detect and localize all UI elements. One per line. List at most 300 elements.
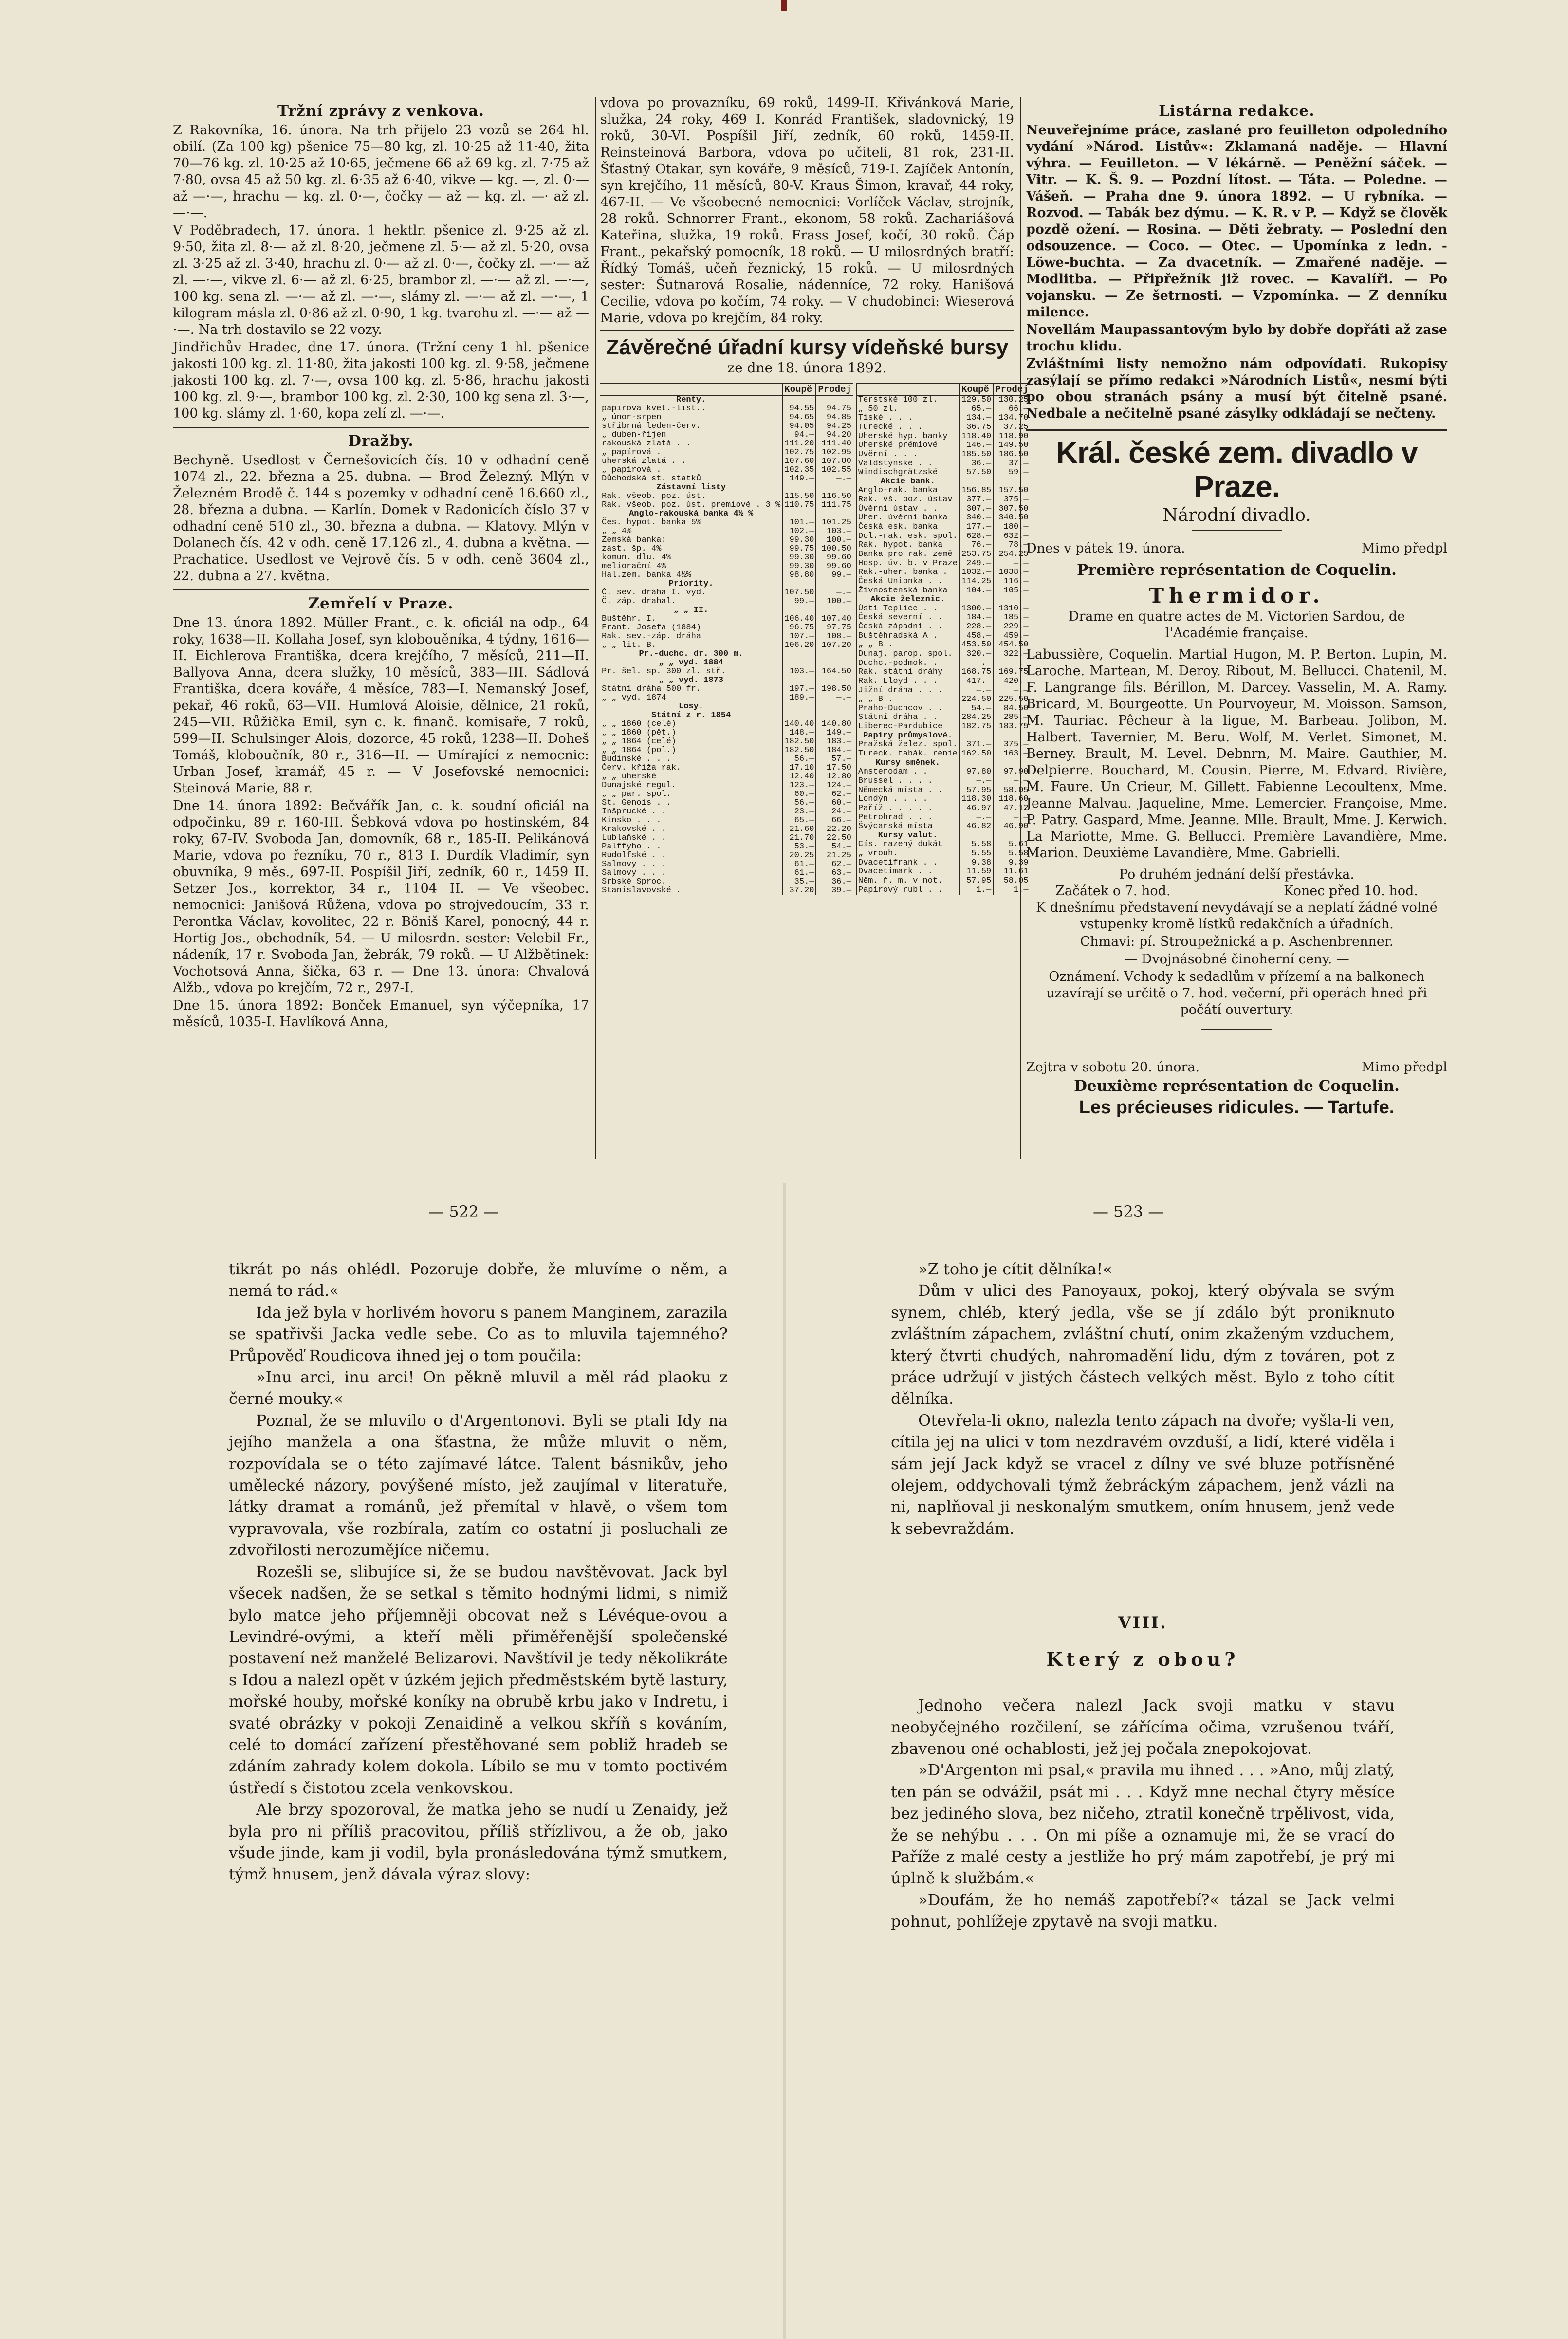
bourse-row — [600, 562, 853, 571]
play-genre: Drame en quatre actes de M. Victorien Sardou, de l'Académie française. — [1068, 609, 1405, 641]
bourse-label: Terstské 100 zl. — [858, 395, 938, 405]
bourse-label: Něm. ř. m. v not. — [858, 876, 943, 885]
bourse-buy — [782, 483, 816, 492]
bourse-row — [600, 457, 853, 466]
bourse-sell: 124.— — [816, 781, 852, 790]
bourse-buy: 61.— — [782, 860, 816, 869]
bourse-row — [600, 606, 853, 615]
bourse-label: Kinsko . . . — [602, 816, 662, 825]
bourse-label: Jižní dráha . . . — [858, 685, 943, 695]
bourse-label: Dunajské regul. — [602, 781, 677, 790]
bourse-buy: 114.25 — [959, 577, 993, 587]
bourse-row — [856, 478, 1030, 487]
bourse-sell: 116.— — [993, 577, 1030, 587]
bourse-label: Priority. — [668, 579, 714, 589]
second-performance: Deuxième représentation de Coquelin. — [1074, 1077, 1400, 1095]
bourse-row — [856, 777, 1030, 786]
bourse-buy: 1300.— — [959, 605, 993, 614]
bourse-buy: 35.— — [782, 878, 816, 886]
bourse-label: Kursy směnek. — [875, 758, 941, 768]
tomorrow-row — [1026, 1059, 1447, 1076]
bourse-sell: 111.75 — [816, 501, 852, 510]
bourse-row — [600, 746, 853, 755]
bourse-sell: 62.— — [816, 790, 852, 799]
col-prodej: Prodej — [816, 384, 852, 395]
bourse-label: Renty. — [676, 395, 706, 405]
bourse-row — [856, 840, 1030, 849]
bourse-row — [600, 405, 853, 413]
bourse-sell: 107.80 — [816, 457, 852, 466]
bourse-sell: 111.40 — [816, 440, 852, 448]
bourse-label: Česká západní . . — [858, 622, 943, 632]
bourse-label: Rak. hypot. banka — [858, 540, 943, 550]
bourse-label: Petrohrad . . . — [858, 812, 933, 822]
bourse-row — [600, 808, 853, 816]
bourse-buy — [782, 510, 816, 518]
bourse-row — [856, 641, 1030, 650]
chapter-title: Který z obou? — [1046, 1648, 1239, 1670]
bourse-buy: 106.20 — [782, 641, 816, 650]
right-column — [1026, 100, 1447, 1119]
bourse-row — [600, 589, 853, 597]
price-note: — Dvojnásobné činoherní ceny. — — [1124, 952, 1349, 967]
bourse-row — [856, 577, 1030, 587]
bourse-buy: 21.60 — [782, 825, 816, 834]
bourse-sell: 62.— — [816, 860, 852, 869]
bourse-row — [856, 559, 1030, 569]
bourse-row — [856, 450, 1030, 460]
bourse-buy: 102.35 — [782, 466, 816, 475]
bourse-label: Č. záp. drahal. — [602, 597, 677, 606]
theatre-subscription: Mimo předpl — [1361, 541, 1447, 556]
bourse-label: „ únor-srpen — [602, 413, 662, 422]
bourse-sell: 63.— — [816, 869, 852, 878]
bourse-sell: 140.80 — [816, 720, 852, 729]
market-title: Tržní zprávy z venkova. — [277, 102, 485, 120]
bourse-row — [600, 685, 853, 694]
bourse-buy: 46.82 — [959, 822, 993, 831]
bourse-label: Státní z r. 1854 — [651, 711, 731, 720]
bourse-buy: 46.97 — [959, 804, 993, 813]
play-title: Thermidor. — [1148, 584, 1325, 608]
bourse-label: Buštěhradská A . — [858, 631, 938, 641]
bourse-buy — [782, 702, 816, 711]
bourse-buy: 5.58 — [959, 840, 993, 849]
middle-column — [600, 95, 1029, 895]
bourse-label: Česká esk. banka — [858, 522, 938, 532]
bourse-row — [600, 527, 853, 536]
bourse-sell: 459.— — [993, 632, 1030, 641]
theatre-subtitle: Národní divadlo. — [1162, 505, 1311, 525]
bourse-buy: 36.— — [959, 460, 993, 469]
bourse-buy: 417.— — [959, 677, 993, 686]
bourse-buy: 23.— — [782, 808, 816, 816]
bourse-label: Krakovské . . — [602, 825, 666, 834]
bourse-buy: 184.— — [959, 613, 993, 623]
bourse-sell: 183.— — [816, 737, 852, 746]
page-number-left: — 522 — — [428, 1202, 499, 1221]
bourse-row — [856, 523, 1030, 532]
bourse-sell: 99.60 — [816, 553, 852, 562]
bourse-buy: 146.— — [959, 441, 993, 450]
bourse-buy: —.— — [959, 659, 993, 668]
bourse-row — [600, 773, 853, 781]
bourse-buy: 453.50 — [959, 641, 993, 650]
bourse-sell: 134.70 — [993, 414, 1030, 423]
divider — [600, 330, 1014, 331]
bourse-label: Dvacetimark . . — [858, 867, 933, 877]
bourse-row — [856, 750, 1030, 759]
bourse-buy: 156.85 — [959, 486, 993, 496]
bourse-label: Duchc.-podmok. . — [858, 658, 938, 668]
bourse-row — [856, 613, 1030, 623]
bourse-row — [856, 541, 1030, 550]
bourse-sell: 22.20 — [816, 825, 852, 834]
bourse-label: „ „ 1860 (celé) — [602, 719, 677, 729]
center-fold — [783, 1183, 786, 2339]
bourse-sell — [816, 650, 852, 659]
bourse-sell — [816, 711, 852, 720]
bourse-row — [600, 825, 853, 834]
bourse-buy: 110.75 — [782, 501, 816, 510]
bourse-row — [856, 468, 1030, 478]
tomorrow-date: Zejtra v sobotu 20. února. — [1026, 1060, 1199, 1075]
bourse-buy: 185.50 — [959, 450, 993, 460]
bourse-sell: 632.— — [993, 532, 1030, 541]
bourse-label: Palffyho . . — [602, 842, 662, 851]
bourse-sell: 9.39 — [993, 859, 1030, 868]
bourse-label: Paříž . . . . . — [858, 803, 933, 813]
bourse-sell: —.— — [816, 475, 852, 483]
bourse-label: „ „ II. — [673, 606, 709, 615]
bourse-label: „ „ vyd. 1884 — [659, 658, 723, 667]
story-paragraph: Jednoho večera nalezl Jack svoji matku v stavu neobyčejného rozčilení, se zářícíma očima, vzrušenou tváří, zbavenou oné ochablosti, jež jej počala znepokojovat. — [891, 1696, 1395, 1758]
premiere: Première représentation de Coquelin. — [1077, 561, 1397, 579]
bourse-label: Hosp. úv. b. v Praze — [858, 558, 958, 568]
col-kupe: Koupě — [959, 384, 993, 395]
bourse-row — [600, 843, 853, 851]
editor-text-3: Zvláštními listy nemožno nám odpovídati. Rukopisy zasýlají se přímo redakci »Národních Listů«, nesmí býti po obou stranách psány a musí být čitelně psané. Nedbale a nečitelně psané zásylky odkládají se nečteny. — [1026, 356, 1447, 421]
bourse-buy: 182.75 — [959, 722, 993, 732]
bourse-buy: 36.75 — [959, 423, 993, 432]
bourse-sell: 254.25 — [993, 550, 1030, 559]
bourse-label: komun. dlu. 4% — [602, 553, 671, 562]
bourse-label: Dol.-rak. esk. spol. — [858, 531, 958, 541]
bourse-row — [600, 641, 853, 650]
bourse-sell: 105.— — [993, 587, 1030, 596]
bourse-sell: 37.25 — [993, 423, 1030, 432]
bourse-sell: 185.— — [993, 613, 1030, 623]
market-podebrady: V Poděbradech, 17. února. 1 hektlr. pšenice zl. 9·25 až zl. 9·50, žita zl. 8·— až zl. 8·20, ječmene zl. 5·— až zl. 5·20, ovsa zl. 3·25 až zl. 3·40, hrachu zl. 0·— až zl. 0·—, čočky zl. —·— až zl. —·—, vikve zl. 6·— až zl. 6·25, brambor zl. —·— až zl. —·—, 100 kg. sena zl. —·— až zl. —·—, slámy zl. —·— až zl. —·—, 1 kilogram másla zl. 0·86 až zl. 0·90, 1 kg. tvarohu zl. —·— až —·—. Na trh dostavilo se 22 vozy. — [173, 223, 589, 337]
bourse-row — [600, 869, 853, 878]
bourse-label: rakouská zlatá . . — [602, 439, 691, 448]
bourse-label: Londýn . . . . — [858, 794, 928, 804]
bourse-label: Anglo-rakouská banka 4½ % — [629, 509, 754, 518]
divider — [1026, 429, 1447, 431]
bourse-row — [856, 395, 1030, 405]
bourse-label: Tiské . . . — [858, 413, 913, 423]
bourse-table-left — [600, 383, 853, 895]
bourse-sell: 36.— — [816, 878, 852, 886]
bourse-sell: 99.— — [816, 571, 852, 580]
bourse-sell: 46.90 — [993, 822, 1030, 831]
bourse-row — [600, 483, 853, 492]
bourse-buy: 107.50 — [782, 589, 816, 597]
bourse-sell: 1038.— — [993, 568, 1030, 577]
bourse-buy — [782, 711, 816, 720]
bourse-buy: 148.— — [782, 729, 816, 737]
deaths-day-13: Dne 13. února 1892. Müller Frant., c. k. oficiál na odp., 64 roky, 1638—II. Kollaha Josef, syn klobouěníka, 4 týdny, 1616—II. Eichlerova Františka, dcera krejčího, 7 měsíců, 211—II. Ballyova Anna, dcera služky, 10 měsíců, 383—III. Sádlová Františka, dcera kováře, 4 měsíce, 783—I. Nemanský Josef, pekař, 46 roků, 63—VII. Humlová Aloisie, dělnice, 21 roků, 245—VII. Růžička Emil, syn c. k. finanč. komisaře, 7 roků, 599—II. Schulsinger Alois, dozorce, 45 roků, 1238—II. Doheš Tomáš, kloboučník, 80 r., 316—II. — Umírající z nemocnic: Urban Josef, kramář, 45 r. — V Josefovské nemocnici: Steinová Marie, 88 r. — [173, 615, 589, 796]
bourse-sell: 116.50 — [816, 492, 852, 501]
bourse-label: „ „ lit. B. — [602, 641, 657, 650]
bourse-row — [856, 795, 1030, 804]
bourse-row — [856, 423, 1030, 432]
bourse-buy — [959, 478, 993, 487]
bourse-sell: 5.61 — [993, 840, 1030, 849]
bourse-buy: 102.75 — [782, 448, 816, 457]
bourse-buy: 57.50 — [959, 468, 993, 478]
bourse-row — [856, 886, 1030, 895]
bourse-buy: 123.— — [782, 781, 816, 790]
bourse-label: Tureck. tabák. renie — [858, 749, 958, 759]
bourse-sell: 149.50 — [993, 441, 1030, 450]
bourse-buy: 20.25 — [782, 851, 816, 860]
bourse-label: Salmovy . . . — [602, 860, 666, 869]
bourse-label: Rak.-uher. banka . — [858, 568, 948, 577]
bourse-row — [856, 732, 1030, 741]
story-paragraph: »Doufám, že ho nemáš zapotřebí?« tázal se Jack velmi pohnut, pohlížeje zpytavě na svoji matku. — [891, 1890, 1395, 1931]
col-prodej: Prodej — [993, 384, 1030, 395]
bourse-buy: 340.— — [959, 514, 993, 523]
bourse-label: „ „ B . — [858, 640, 893, 650]
bourse-buy: 94.05 — [782, 422, 816, 431]
bourse-sell: 149.— — [816, 729, 852, 737]
bourse-label: stříbrná leden-červ. — [602, 422, 701, 431]
time-row — [1026, 883, 1447, 900]
bourse-sell: 59.— — [993, 468, 1030, 478]
bourse-sell: 184.— — [816, 746, 852, 755]
bourse-buy: —.— — [959, 813, 993, 823]
bourse-sell: 307.50 — [993, 505, 1030, 514]
bourse-buy: 102.— — [782, 527, 816, 536]
bourse-row — [600, 755, 853, 764]
bourse-buy: 253.75 — [959, 550, 993, 559]
bourse-label: Buštěhr. I. — [602, 614, 657, 624]
bourse-buy: 99.30 — [782, 536, 816, 545]
bourse-sell: —.— — [993, 686, 1030, 696]
bourse-row — [600, 536, 853, 545]
bourse-label: „ papírová . — [602, 448, 662, 457]
bourse-label: Rudolfské . . — [602, 851, 666, 860]
theatre-title: Král. české zem. divadlo v Praze. — [1056, 436, 1418, 504]
bourse-sell: 12.80 — [816, 773, 852, 781]
bourse-sell: 103.— — [816, 527, 852, 536]
bourse-row — [856, 486, 1030, 496]
bourse-sell — [816, 702, 852, 711]
bourse-buy: 197.— — [782, 685, 816, 694]
bourse-sell: 99.60 — [816, 562, 852, 571]
bourse-buy: 320.— — [959, 650, 993, 659]
bourse-label: Turecké . . . — [858, 422, 923, 432]
bourse-sell: 454.50 — [993, 641, 1030, 650]
bourse-sell — [993, 478, 1030, 487]
bourse-buy — [959, 759, 993, 768]
bourse-buy: —.— — [959, 777, 993, 786]
bourse-row — [600, 624, 853, 632]
bourse-row — [856, 686, 1030, 696]
bourse-row — [600, 878, 853, 886]
bourse-label: Česká Unionka . . — [858, 576, 943, 586]
bourse-buy: 76.— — [959, 541, 993, 550]
bourse-buy: 107.— — [782, 632, 816, 641]
bourse-label: Rak. všeob. poz. úst. premiové . 3 % — [602, 500, 781, 510]
bourse-date: ze dne 18. února 1892. — [727, 360, 887, 376]
bourse-label: zást. šp. 4% — [602, 544, 662, 553]
bourse-row — [856, 786, 1030, 795]
auctions-title: Dražby. — [348, 432, 414, 450]
story-paragraph: »Z toho je cítit dělníka!« — [918, 1260, 1112, 1278]
bourse-buy: 65.— — [959, 405, 993, 414]
divider — [1201, 1029, 1272, 1030]
bourse-label: Frant. Josefa (1884) — [602, 623, 701, 632]
bourse-sell: 198.50 — [816, 685, 852, 694]
bourse-buy: 94.— — [782, 431, 816, 440]
bourse-sell — [816, 659, 852, 667]
bourse-row — [856, 677, 1030, 686]
bourse-row — [856, 441, 1030, 450]
bourse-buy: 54.— — [959, 704, 993, 714]
bourse-buy: 60.— — [782, 790, 816, 799]
bourse-row — [856, 740, 1030, 750]
bourse-label: Kursy valut. — [878, 830, 938, 840]
bourse-label: Stanislavovské . — [602, 886, 682, 895]
bourse-sell: 17.50 — [816, 764, 852, 773]
bourse-label: Windischgrätzské — [858, 468, 938, 478]
page-number-right: — 523 — — [1093, 1202, 1164, 1221]
bourse-row — [600, 431, 853, 440]
bourse-row — [856, 587, 1030, 596]
bourse-label: Anglo-rak. banka — [858, 486, 938, 496]
bourse-label: Pr.-duchc. dr. 300 m. — [639, 649, 743, 659]
bourse-label: „ „ B . — [858, 695, 893, 704]
bourse-label: Červ. kříža rak. — [602, 763, 682, 773]
bourse-label: „ „ vyd. 1873 — [659, 676, 723, 685]
bourse-label: „ „ vyd. 1874 — [602, 693, 666, 702]
bourse-label: Rak. všeob. poz. úst. — [602, 492, 706, 501]
bourse-buy: 56.— — [782, 755, 816, 764]
bourse-row — [856, 460, 1030, 469]
divider — [173, 589, 589, 590]
bourse-sell: 100.50 — [816, 545, 852, 553]
bourse-sell — [816, 483, 852, 492]
bourse-label: Papírový rubl . . — [858, 885, 943, 895]
bourse-sell: 100.— — [816, 597, 852, 606]
bourse-row — [856, 722, 1030, 732]
bourse-label: „ „ 1864 (pol.) — [602, 746, 677, 755]
bourse-label: Akcie bank. — [880, 477, 936, 486]
bourse-row — [600, 518, 853, 527]
bourse-row — [600, 676, 853, 685]
bourse-label: Uherské hyp. banky — [858, 431, 948, 441]
bourse-row — [856, 568, 1030, 577]
bourse-label: „ 50 zl. — [858, 404, 898, 414]
bourse-sell: 118.60 — [993, 795, 1030, 804]
bourse-buy: 94.55 — [782, 405, 816, 413]
bourse-buy — [959, 831, 993, 841]
understudy-note: Chmavi: pí. Stroupežnická a p. Aschenbrenner. — [1080, 934, 1394, 949]
bourse-sell: 97.90 — [993, 768, 1030, 777]
bourse-buy: 377.— — [959, 496, 993, 505]
bourse-label: „ „ 1860 (pět.) — [602, 728, 677, 737]
bourse-row — [600, 781, 853, 790]
bourse-row — [856, 695, 1030, 704]
bourse-label: Ústí-Teplice . . — [858, 604, 938, 613]
bourse-buy: —.— — [959, 686, 993, 696]
start-time: Začátek o 7. hod. — [1055, 884, 1171, 899]
bourse-buy: 168.75 — [959, 668, 993, 677]
bourse-row — [600, 702, 853, 711]
bourse-sell: 163.— — [993, 750, 1030, 759]
bourse-sell: 11.61 — [993, 867, 1030, 877]
column-rule — [595, 97, 596, 1159]
bourse-label: Státní dráha 500 fr. — [602, 684, 701, 694]
bourse-buy — [959, 595, 993, 605]
bourse-buy: 99.30 — [782, 562, 816, 571]
bourse-row — [600, 501, 853, 510]
bourse-label: Uvěrní . . . — [858, 449, 918, 459]
bourse-sell: 94.75 — [816, 405, 852, 413]
bourse-label: Zástavní listy — [656, 483, 726, 492]
bourse-buy — [782, 606, 816, 615]
story-paragraph: »Inu arci, inu arci! On pěkně mluvil a měl rád plaoku z černé mouky.« — [229, 1368, 728, 1408]
bourse-label: uherská zlatá . . — [602, 457, 686, 466]
editor-text: Neuveřejníme práce, zaslané pro feuilleton odpoledního vydání »Národ. Listův«: Zklamaná naděje. — Hlavní výhra. — Feuilleton. — V lékárně. — Peněžní sáček. — Vitr. — K. Š. 9. — Pozdní lítost. — Táta. — Poledne. — Vášeň. — Praha dne 9. února 1892. — U rybníka. — Rozvod. — Tabák bez dýmu. — K. R. v P. — Když se člověk pozdě ožení. — Rosina. — Děti žebraty. — Poslední den odsouzence. — Coco. — Otec. — Upomínka z ledn. - Löwe-buchta. — Za dvacetník. — Zmařené naděje. — Modlitba. — Připřežník již rovec. — Kavalíři. — Po vojansku. — Ze šetrnosti. — Vzpomínka. — Z denníku milence. — [1026, 123, 1447, 320]
story-paragraph: Otevřela-li okno, nalezla tento zápach na dvoře; vyšla-li ven, cítila jej na ulici v tom nezdravém ovzduší, a lidí, které viděla i sám její Jack když se vracel z dílny ve své bluze potřísněné olejem, oddychovali týmž žebráckým zápachem, jenž vázli na ni, naplňoval ji neskonalým smutkem, oním hnusem, jenž vede k sebevraždám. — [891, 1411, 1395, 1538]
bourse-sell — [816, 395, 852, 405]
bourse-buy: 37.20 — [782, 886, 816, 895]
bourse-buy: 99.75 — [782, 545, 816, 553]
bourse-sell: 37.— — [993, 460, 1030, 469]
bourse-label: Praho-Duchcov . . — [858, 703, 943, 713]
bourse-sell: 180.— — [993, 523, 1030, 532]
bourse-label: St. Genois . . — [602, 798, 671, 808]
bourse-buy: 284.25 — [959, 713, 993, 722]
bourse-label: Dunaj. parop. spol. — [858, 649, 953, 659]
bourse-buy: 118.40 — [959, 432, 993, 442]
bourse-row — [856, 668, 1030, 677]
bourse-sell: 97.75 — [816, 624, 852, 632]
bourse-buy: 182.50 — [782, 737, 816, 746]
bourse-sell: 24.— — [816, 808, 852, 816]
tomorrow-subscription: Mimo předpl — [1361, 1060, 1447, 1075]
bourse-sell — [993, 595, 1030, 605]
bourse-row — [600, 440, 853, 448]
bourse-row — [600, 422, 853, 431]
bourse-buy: 107.60 — [782, 457, 816, 466]
deaths-day-15: Dne 15. února 1892: Bonček Emanuel, syn výčepníka, 17 měsíců, 1035-I. Havlíková Anna, — [173, 998, 589, 1030]
bourse-row — [856, 759, 1030, 768]
bourse-row — [600, 851, 853, 860]
bourse-row — [856, 768, 1030, 777]
bourse-sell: 66.— — [816, 816, 852, 825]
bourse-row — [600, 720, 853, 729]
bourse-sell: —.— — [993, 559, 1030, 569]
bourse-buy: 21.70 — [782, 834, 816, 843]
bourse-row — [600, 632, 853, 641]
bourse-sell: 54.— — [816, 843, 852, 851]
bourse-label: „ „ par. spol. — [602, 790, 671, 799]
bourse-row — [600, 475, 853, 483]
